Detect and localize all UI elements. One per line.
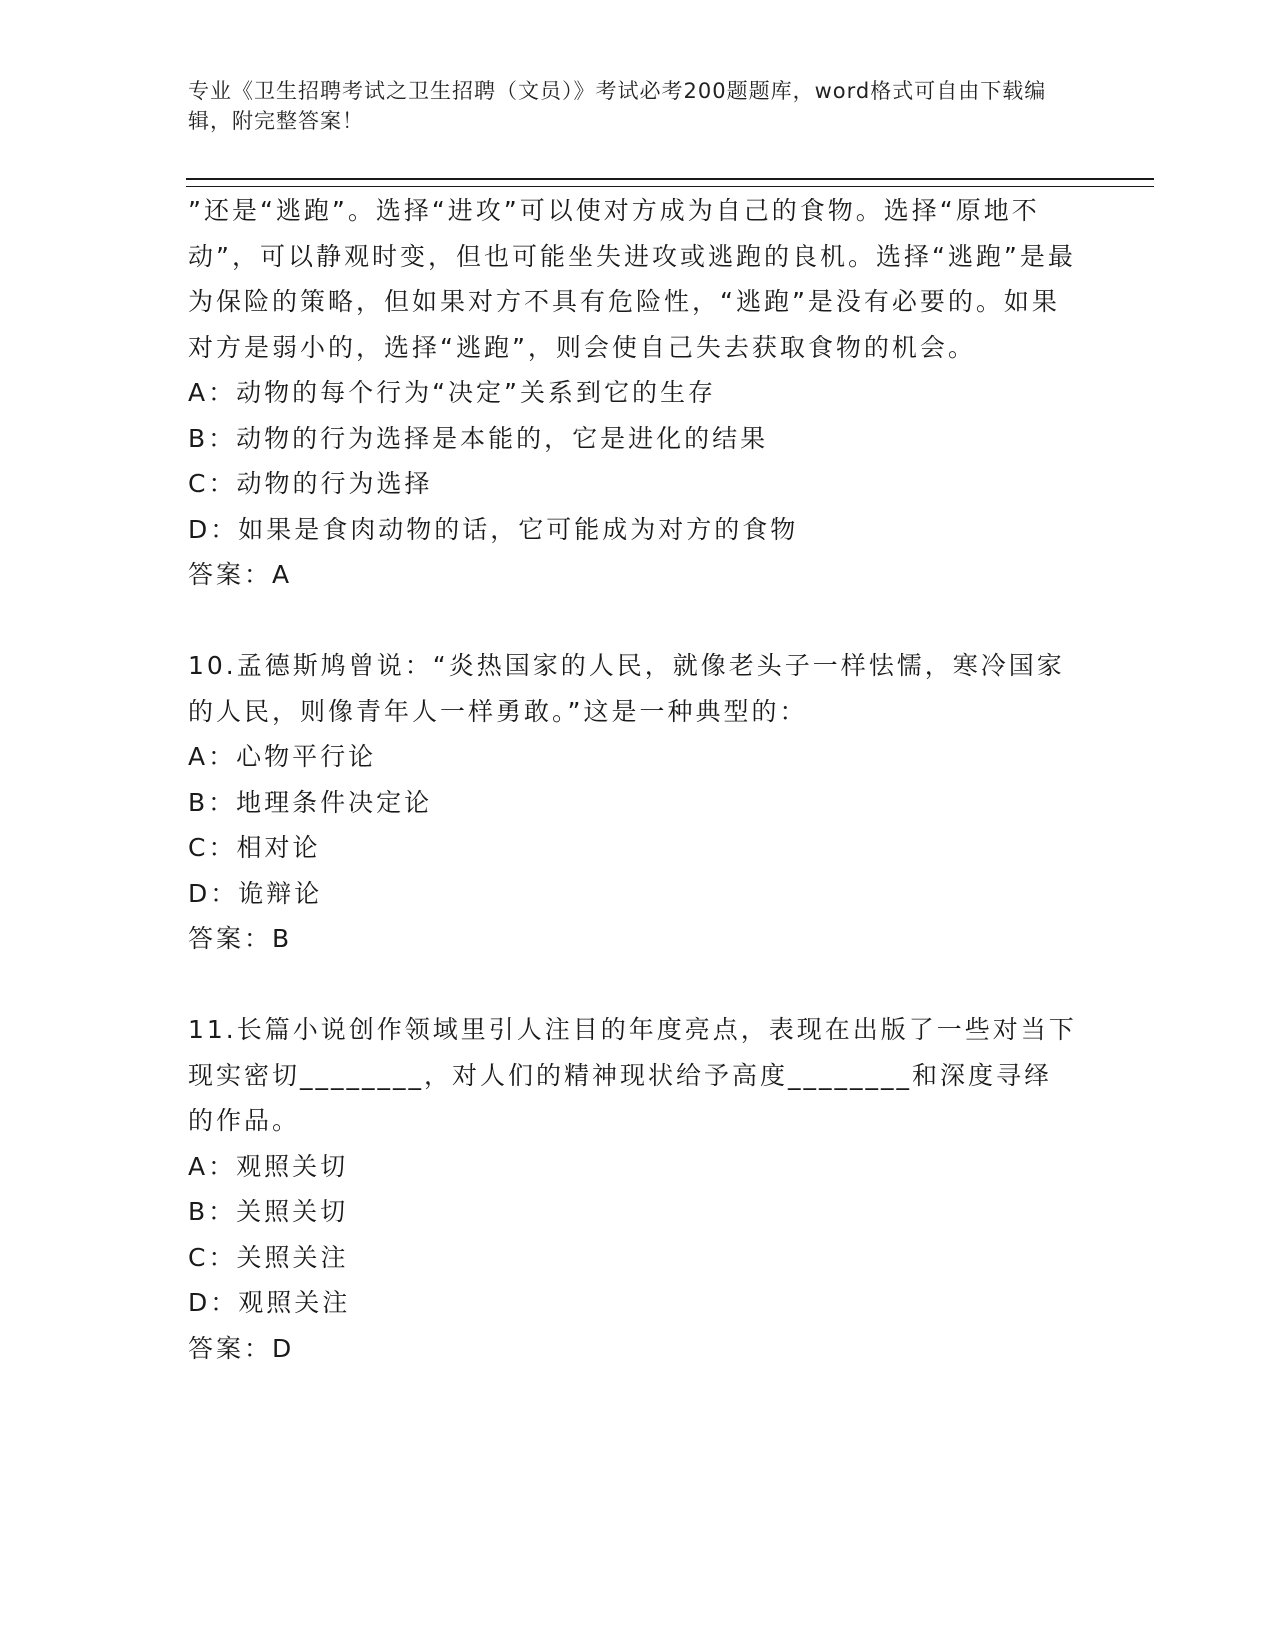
question-10 xyxy=(188,643,1078,962)
spacer xyxy=(188,962,1078,1008)
question-10-option-c: C：相对论 xyxy=(188,833,321,862)
question-11-stem: 11.长篇小说创作领域里引人注目的年度亮点，表现在出版了一些对当下现实密切________，对人们的精神现状给予高度________和深度寻绎的作品。 xyxy=(188,1015,1077,1135)
question-9-option-b: B：动物的行为选择是本能的，它是进化的结果 xyxy=(188,423,769,453)
question-11-option-c: C：关照关注 xyxy=(188,1242,349,1272)
question-9-option-d: D：如果是食肉动物的话，它可能成为对方的食物 xyxy=(188,514,799,544)
question-11-answer: 答案：D xyxy=(188,1333,295,1363)
question-11-option-d: D：观照关注 xyxy=(188,1288,351,1317)
question-9-option-c: C：动物的行为选择 xyxy=(188,469,433,498)
question-10-option-a: A：心物平行论 xyxy=(188,742,377,771)
question-11-option-a: A：观照关切 xyxy=(188,1151,349,1181)
question-10-stem: 10.孟德斯鸠曾说：“炎热国家的人民，就像老头子一样怯懦，寒冷国家的人民，则像青年人一样勇敢。”这是一种典型的： xyxy=(188,651,1065,726)
question-10-option-d: D：诡辩论 xyxy=(188,878,323,908)
question-10-answer: 答案：B xyxy=(188,924,293,953)
spacer xyxy=(188,598,1078,644)
question-9-option-a: A：动物的每个行为“决定”关系到它的生存 xyxy=(188,378,717,407)
question-9-passage: ”还是“逃跑”。选择“进攻”可以使对方成为自己的食物。选择“原地不动”，可以静观时变，但也可能坐失进攻或逃跑的良机。选择“逃跑”是最为保险的策略，但如果对方不具有危险性，“逃跑”是没有必要的。如果对方是弱小的，选择“逃跑”，则会使自己失去获取食物的机会。 xyxy=(188,196,1076,362)
page-content xyxy=(188,188,1078,1371)
question-10-option-b: B：地理条件决定论 xyxy=(188,787,433,817)
question-9 xyxy=(188,188,1078,598)
header-rule xyxy=(186,178,1154,187)
question-9-answer: 答案：A xyxy=(188,560,293,589)
question-11-option-b: B：关照关切 xyxy=(188,1197,349,1226)
page-header: 专业《卫生招聘考试之卫生招聘（文员）》考试必考200题题库，word格式可自由下载编辑，附完整答案！ xyxy=(188,79,1047,133)
question-11 xyxy=(188,1007,1078,1371)
